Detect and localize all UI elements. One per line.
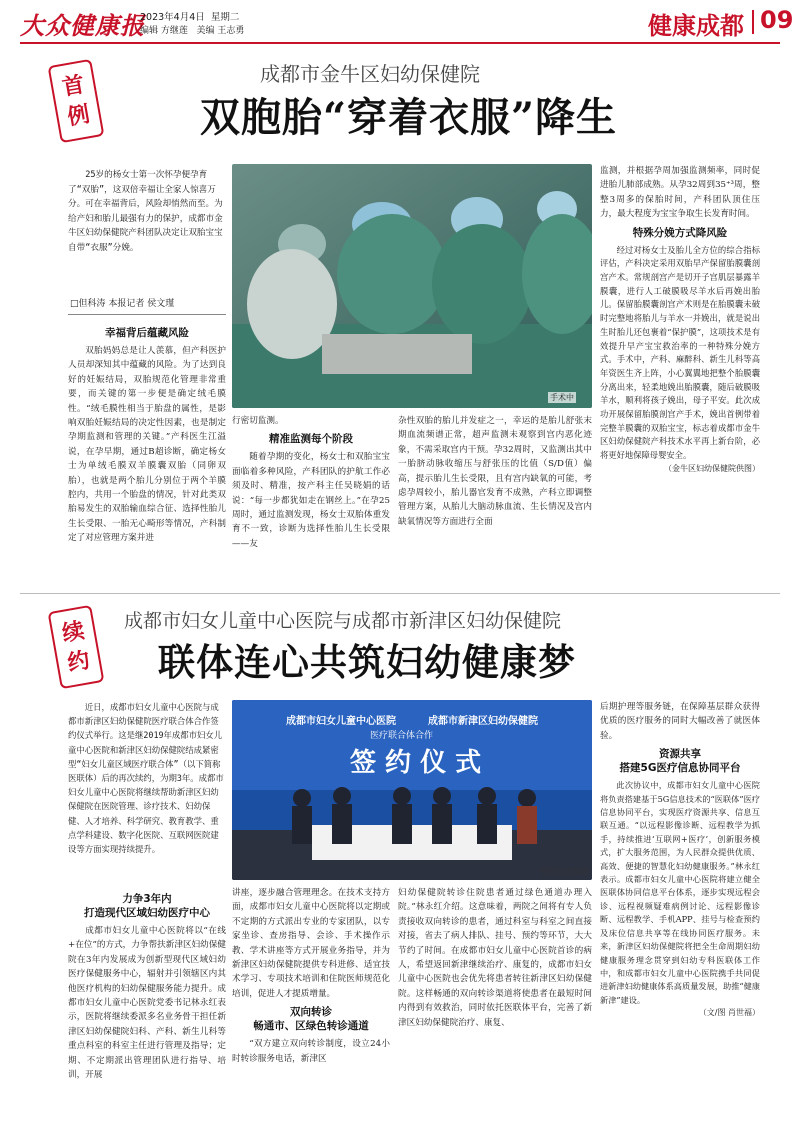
subheading-delivery: 特殊分娩方式降风险 bbox=[632, 226, 728, 239]
paper-name: 大众健康报 bbox=[20, 11, 145, 40]
article2-lead: 近日，成都市妇女儿童中心医院与成都市新津区妇幼保健院医疗联合体合作签约仪式举行。这是继2019年成都市妇女儿童中心医院和新津区妇幼保健院结成紧密型“妇女儿童区域医疗联合体”（以下简称医联体）后的再次续约，为期3年。成都市妇女儿童中心医院将继续帮助新津区妇幼保健院在医院管理、诊疗技术、妇幼保健、人才培养、科学研究、教育教学、重点学科建设、数字化医院、互联网医院建设等方面实现持续提升。 bbox=[68, 702, 224, 855]
issue-date bbox=[140, 9, 239, 23]
article2-col4 bbox=[600, 700, 760, 1018]
article2-headline: 联体连心共筑妇幼健康梦 bbox=[158, 640, 576, 684]
seal-char-1: 首 bbox=[60, 71, 87, 101]
article2-kicker: 成都市妇女儿童中心医院与成都市新津区妇幼保健院 bbox=[124, 610, 562, 632]
article1-lead: 25岁的杨女士第一次怀孕便孕育了“双胎”，这双倍幸福让全家人惊喜万分。可在幸福背后，风险却悄然而至。为给产妇和胎儿最强有力的保护，成都市金牛区妇幼保健院产科团队决定让双胎宝宝自带“衣服”分娩。 bbox=[68, 170, 223, 253]
subheading-monitoring: 精准监测每个阶段 bbox=[269, 433, 353, 446]
weekday-text: 星期二 bbox=[210, 12, 240, 23]
article1-col4-text-top: 监测，并根据孕周加强监测频率，同时促进胎儿肺部成熟。从孕32周到35⁺³周，整整3周多的保胎时间，产科团队顶住压力，最大程度为宝宝争取生长发育时间。 bbox=[600, 166, 760, 220]
article2-col2 bbox=[232, 886, 390, 1066]
date-text: 2023年4月4日 bbox=[140, 12, 205, 23]
subheading-goal: 力争3年内 打造现代区域妇幼医疗中心 bbox=[84, 893, 210, 919]
designer-text: 美编 王志勇 bbox=[196, 26, 245, 36]
article2-col4-text-top: 后期护理等服务链，在保障基层群众获得优质的医疗服务的同时大幅改善了就医体验。 bbox=[600, 702, 760, 741]
seal-char-2: 约 bbox=[65, 647, 92, 677]
article1-col2-text-top: 行密切监测。 bbox=[232, 416, 284, 426]
seal-renewal bbox=[48, 605, 105, 689]
banner-line-1: 成都市妇女儿童中心医院 bbox=[286, 716, 396, 727]
article1-col3-text: 杂性双胎的胎儿并发症之一，幸运的是胎儿舒张末期血流频谱正常，超声监测未观察到宫内恶化迹象，不需采取宫内干预。孕32周时，又监测出其中一胎脐动脉收缩压与舒张压的比值（S/D值）偏高，提示胎儿生长受限，且有宫内缺氧的可能，考虑孕周较小，胎儿器官发育不成熟，产科立即调整管理方案，从胎儿大脑动脉血流、生长情况及宫内缺氧情况等方面进行全面 bbox=[398, 416, 592, 527]
article1-headline: 双胞胎“穿着衣服”降生 bbox=[200, 94, 618, 141]
article1-col4-text: 经过对杨女士及胎儿全方位的综合指标评估，产科决定采用双胎早产保留胎膜囊剖宫产术。常规剖宫产是切开子宫肌层暴露羊膜囊，进行人工破膜吸尽羊水后再娩出胎儿。保留胎膜囊剖宫产术则是在胎膜囊未破时完整地将胎儿与羊水一并娩出，就是说出生时胎儿还包裹着“保护膜”，这项技术是有效提升早产宝宝救治率的一种特殊分娩方式。手术中，产科、麻醉科、新生儿科等高年资医生齐上阵，小心翼翼地把整个胎膜囊分离出来，轻柔地娩出胎膜囊，随后破膜吸羊水，顺利将孩子娩出，母子平安。此次成功开展保留胎膜剖宫产手术，娩出首例带着完整羊膜囊的双胎宝宝，标志着成都市金牛区妇幼保健院产科技术水平再上新台阶，必将更好地保障母婴安全。 bbox=[600, 244, 760, 461]
article1-col2-text: 随着孕期的变化，杨女士和双胎宝宝面临着多种风险，产科团队的护航工作必须及时、精准，按产科主任吴晓娟的话说：“每一步都犹如走在钢丝上。”在孕25周时，通过监测发现，杨女士双胎体重发育不一致，诊断为选择性胎儿生长受限——友 bbox=[232, 452, 390, 549]
signing-photo bbox=[232, 700, 592, 880]
surgery-photo bbox=[232, 164, 592, 408]
article1-col2 bbox=[232, 414, 390, 551]
section-divider bbox=[752, 10, 754, 34]
article-divider bbox=[20, 593, 780, 594]
seal-char-2: 例 bbox=[65, 101, 92, 131]
article2-col1 bbox=[68, 888, 226, 1082]
article1-byline-rule bbox=[68, 314, 226, 315]
masthead-rule bbox=[20, 42, 780, 44]
article2-col1-text: 成都市妇女儿童中心医院将以“在线+在位”的方式，力争帮扶新津区妇幼保健院在3年内发展成为创新型现代区域妇幼医疗保健服务中心，辐射并引领辖区内其他医疗机构的妇幼保健服务能力提升。成都市妇女儿童中心医院党委书记林永红表示，医院将继续委派多名业务骨干担任新津区妇幼保健院妇科、产科、新生儿科等重点科室的科室主任进行管理及指导；定期、不定期派出管理团队进行指导、培训，开展 bbox=[68, 926, 226, 1081]
article1-col1 bbox=[68, 322, 226, 546]
article1-credit: （金牛区妇幼保健院供图） bbox=[664, 463, 760, 473]
article1-col1-text: 双胎妈妈总是让人羡慕，但产科医护人员却深知其中蕴藏的风险。为了达到良好的妊娠结局，双胎规范化管理非常重要，而关键的第一步便是确定绒毛膜性。“绒毛膜性相当于胎盘的属性，是影响双胎妊娠结局的决定性因素，也是制定孕期监测和管理的关键。”产科医生江溢说，在孕早期，通过B超诊断，确定杨女士为单绒毛膜双羊膜囊双胎（同卵双胎），也就是两个胎儿分别位于两个羊膜腔内，共用一个胎盘的情况，针对此类双胎易发生的双胎输血综合征、选择性胎儿生长受限、一胎无心畸形等情况，产科制定了对应管理方案并进 bbox=[68, 346, 226, 544]
article2-col2-text: 讲座，逐步融合管理理念。在技术支持方面，成都市妇女儿童中心医院将以定期或不定期的方式派出专业的专家团队，以专家坐诊、查房指导、会诊、手术操作示教、学术讲座等方式开展业务指导，并为新津区妇幼保健院提供专科进修、适宜技术学习、专项技术培训和住院医师规范化培训，促进人才提质增量。 bbox=[232, 888, 390, 999]
banner-line-2: 成都市新津区妇幼保健院 bbox=[428, 716, 538, 727]
signing-image bbox=[232, 700, 592, 880]
banner-main: 签 约 仪 式 bbox=[350, 748, 482, 778]
article1-col4 bbox=[600, 164, 760, 474]
article2-col3 bbox=[398, 886, 592, 1030]
seal-first-case bbox=[48, 59, 105, 143]
subheading-referral: 双向转诊 畅通市、区绿色转诊通道 bbox=[253, 1006, 369, 1033]
article2-col4-text: 此次协议中，成都市妇女儿童中心医院将负责搭建基于5G信息技术的“医联体”医疗信息协同平台，实现医疗资源共享、信息互联互通。“以远程影像诊断、远程教学为抓手，持续推进‘互联网+医疗’，创新服务模式，扩大服务范围，为人民群众提供优质、高效、便捷的智慧化妇幼健康服务。”林永红表示。成都市妇女儿童中心医院将建立健全医联体协同信息平台体系，逐步实现远程会诊、远程视频疑难病例讨论、远程影像诊断、远程教学、手机APP、挂号与检查预约及床位信息共享等在线协同医疗服务。未来，新津区妇幼保健院将把全生命周期妇幼健康服务理念贯穿到妇幼专科医联体工作中，和成都市妇女儿童中心医院携手共同促进新津妇幼健康体系高质量发展，助推“健康新津”建设。 bbox=[600, 780, 760, 1005]
article1-col3 bbox=[398, 414, 592, 529]
surgery-image bbox=[232, 164, 592, 408]
section-name: 健康成都 bbox=[648, 12, 744, 40]
surgery-photo-caption: 手术中 bbox=[550, 393, 574, 402]
page-number: 09 bbox=[760, 6, 794, 34]
subheading-5g: 资源共享 搭建5G医疗信息协同平台 bbox=[619, 748, 741, 775]
article1-kicker: 成都市金牛区妇幼保健院 bbox=[260, 62, 480, 86]
editor-text: 编辑 方继莲 bbox=[140, 26, 188, 36]
article2-credit: （文/图 肖世福） bbox=[698, 1008, 760, 1018]
signing-photo-caption: 签约仪式现场 bbox=[540, 867, 588, 876]
editor-line bbox=[140, 23, 244, 36]
seal-char-1: 续 bbox=[60, 617, 87, 647]
subheading-risk: 幸福背后蕴藏风险 bbox=[105, 327, 189, 339]
article2-col2-text-b: “双方建立双向转诊制度，设立24小时转诊服务电话，新津区 bbox=[232, 1039, 390, 1064]
banner-line-3: 医疗联合体合作 bbox=[370, 731, 434, 741]
article1-byline: □但科涛 本报记者 侯文瑾 bbox=[70, 299, 175, 309]
masthead bbox=[0, 0, 800, 44]
article2-col3-text: 妇幼保健院转诊住院患者通过绿色通道办理入院。”林永红介绍。这意味着，两院之间将有专人负责接收双向转诊的患者，通过科室与科室之间直接对接，省去了病人排队、挂号、预约等环节，大大节约了时间。在成都市妇女儿童中心医院首诊的病人，希望返回新津继续治疗、康复的，成都市妇女儿童中心医院也会优先将患者转往新津区妇幼保健院。这样畅通的双向转诊渠道将使患者在最短时间内得到有效救治，同时依托医联体平台，完善了新津区妇幼保健院治疗、康复、 bbox=[398, 888, 592, 1028]
